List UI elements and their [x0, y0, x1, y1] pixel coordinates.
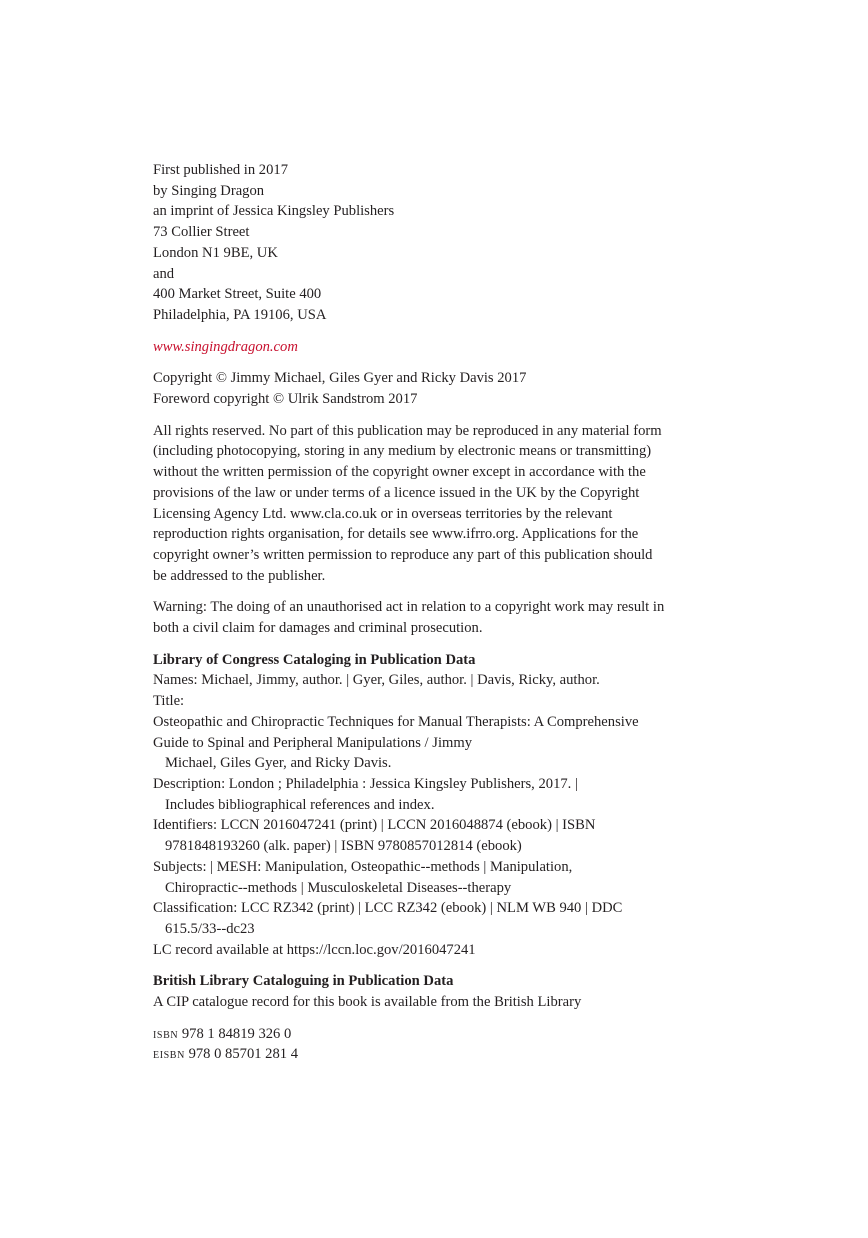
website-link[interactable]: www.singingdragon.com — [153, 338, 298, 355]
copyright-notice — [153, 368, 723, 409]
copyright-line: Foreword copyright © Ulrik Sandstrom 2017 — [153, 391, 418, 408]
loc-cip-line: Chiropractic--methods | Musculoskeletal Diseases--therapy — [165, 879, 512, 896]
warning-paragraph — [153, 597, 723, 638]
rights-line: reproduction rights organisation, for details see www.ifrro.org. Applications for the — [153, 526, 639, 543]
isbn-block — [153, 1024, 723, 1065]
website-block — [153, 337, 723, 358]
isbn-print-line — [153, 1024, 723, 1045]
loc-cip-line: Description: London ; Philadelphia : Jessica Kingsley Publishers, 2017. | — [153, 775, 578, 792]
bl-cip-line: A CIP catalogue record for this book is available from the British Library — [153, 994, 582, 1011]
eisbn-label: eisbn — [153, 1046, 185, 1063]
copyright-line: Copyright © Jimmy Michael, Giles Gyer and Ricky Davis 2017 — [153, 370, 527, 387]
warning-line: Warning: The doing of an unauthorised act in relation to a copyright work may result in — [153, 599, 665, 616]
rights-line: be addressed to the publisher. — [153, 567, 326, 584]
warning-line: both a civil claim for damages and criminal prosecution. — [153, 620, 483, 637]
rights-line: (including photocopying, storing in any medium by electronic means or transmitting) — [153, 443, 652, 460]
loc-cip-line: Guide to Spinal and Peripheral Manipulations / Jimmy — [153, 734, 472, 751]
isbn-value: 978 1 84819 326 0 — [181, 1025, 292, 1042]
loc-cip-line: Names: Michael, Jimmy, author. | Gyer, Giles, author. | Davis, Ricky, author. — [153, 672, 600, 689]
publisher-line: Philadelphia, PA 19106, USA — [153, 306, 327, 323]
bl-cip-block — [153, 971, 723, 1012]
publisher-line: 73 Collier Street — [153, 224, 250, 241]
loc-cip-line: LC record available at https://lccn.loc.gov/2016047241 — [153, 941, 476, 958]
publisher-line: London N1 9BE, UK — [153, 244, 278, 261]
loc-cip-line: Michael, Giles Gyer, and Ricky Davis. — [165, 755, 392, 772]
loc-cip-line: 9781848193260 (alk. paper) | ISBN 9780857012814 (ebook) — [165, 838, 522, 855]
loc-cip-heading: Library of Congress Cataloging in Publication Data — [153, 651, 476, 668]
loc-cip-line: 615.5/33--dc23 — [165, 920, 255, 937]
rights-line: provisions of the law or under terms of a licence issued in the UK by the Copyright — [153, 484, 640, 501]
isbn-label: isbn — [153, 1025, 179, 1042]
rights-line: All rights reserved. No part of this publication may be reproduced in any material form — [153, 422, 662, 439]
isbn-ebook-line — [153, 1044, 723, 1065]
rights-paragraph — [153, 421, 723, 587]
loc-cip-line: Classification: LCC RZ342 (print) | LCC RZ342 (ebook) | NLM WB 940 | DDC — [153, 900, 623, 917]
loc-cip-line: Osteopathic and Chiropractic Techniques for Manual Therapists: A Comprehensive — [153, 713, 639, 730]
publisher-line: 400 Market Street, Suite 400 — [153, 286, 322, 303]
loc-cip-line: Subjects: | MESH: Manipulation, Osteopathic--methods | Manipulation, — [153, 858, 573, 875]
publisher-line: an imprint of Jessica Kingsley Publishers — [153, 203, 395, 220]
publisher-line: by Singing Dragon — [153, 182, 265, 199]
rights-line: copyright owner’s written permission to reproduce any part of this publication should — [153, 546, 653, 563]
loc-cip-line: Identifiers: LCCN 2016047241 (print) | LCCN 2016048874 (ebook) | ISBN — [153, 817, 596, 834]
publisher-line: and — [153, 265, 175, 282]
bl-cip-heading: British Library Cataloguing in Publication Data — [153, 973, 454, 990]
rights-line: Licensing Agency Ltd. www.cla.co.uk or in overseas territories by the relevant — [153, 505, 613, 522]
eisbn-value: 978 0 85701 281 4 — [188, 1046, 299, 1063]
rights-line: without the written permission of the copyright owner except in accordance with the — [153, 464, 646, 481]
loc-cip-block — [153, 650, 723, 961]
publisher-address — [153, 160, 723, 326]
publisher-line: First published in 2017 — [153, 162, 288, 178]
copyright-page — [153, 160, 723, 1065]
loc-cip-line: Title: — [153, 693, 185, 710]
loc-cip-line: Includes bibliographical references and index. — [165, 796, 435, 813]
